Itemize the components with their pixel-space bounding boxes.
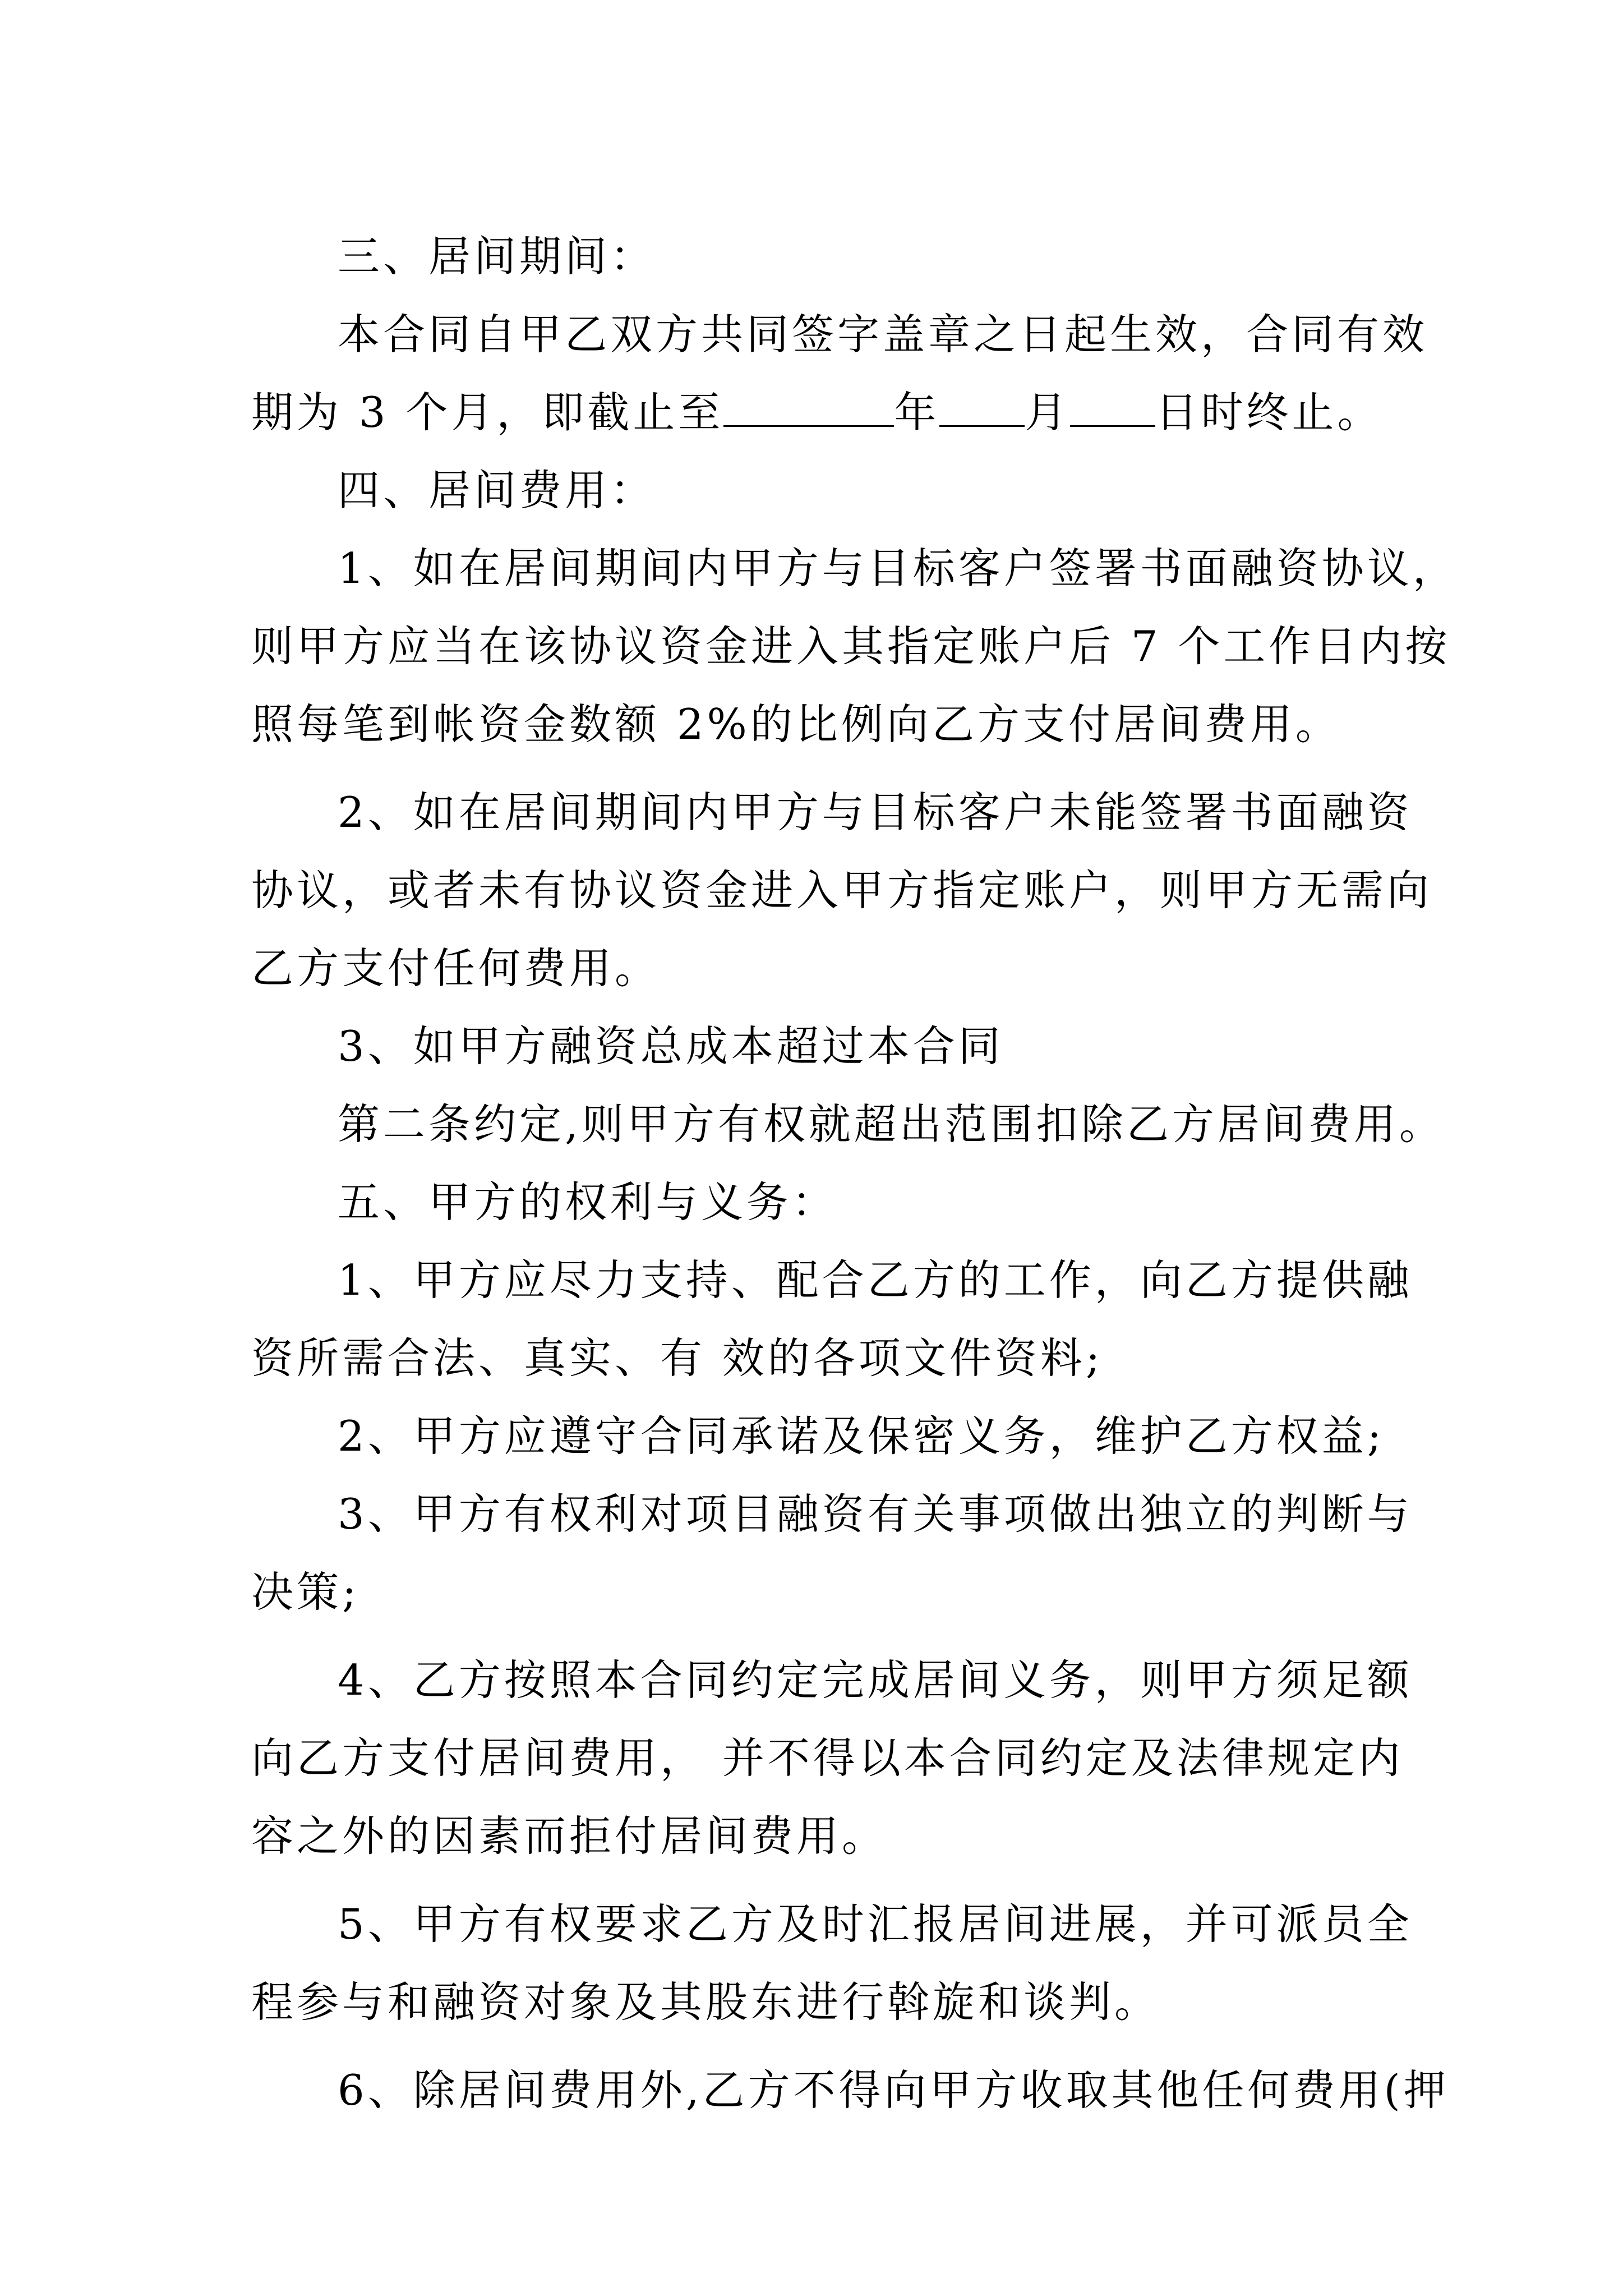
contract-body (251, 218, 1458, 2129)
section-3-paragraph-line-2 (251, 374, 1384, 452)
year-blank (723, 385, 894, 427)
section-3-paragraph-line-1: 本合同自甲乙双方共同签字盖章之日起生效，合同有效 (338, 310, 1428, 359)
section-4-item-2-line-2: 协议，或者未有协议资金进入甲方指定账户，则甲方无需向 (251, 866, 1433, 915)
year-label: 年 (894, 388, 940, 437)
section-5-heading: 五、甲方的权利与义务： (338, 1177, 838, 1227)
section-5-item-4-line-2: 向乙方支付居间费用， 并不得以本合同约定及法律规定内 (251, 1733, 1404, 1783)
section-5-item-3-line-2: 决策; (251, 1567, 360, 1617)
section-5-item-6-line-1: 6、除居间费用外,乙方不得向甲方收取其他任何费用(押 (338, 2065, 1449, 2115)
section-4-item-1-line-2: 则甲方应当在该协议资金进入其指定账户后 7 个工作日内按 (251, 622, 1451, 671)
day-label: 日时终止。 (1155, 388, 1383, 437)
section-4-heading: 四、居间费用： (338, 466, 656, 515)
section-4-item-3-line-2: 第二条约定,则甲方有权就超出范围扣除乙方居间费用。 (338, 1099, 1445, 1149)
section-4-item-2-line-1: 2、如在居间期间内甲方与目标客户未能签署书面融资 (338, 788, 1413, 837)
section-5-item-4-line-3: 容之外的因素而拒付居间费用。 (251, 1811, 888, 1861)
section-5-item-1-line-1: 1、甲方应尽力支持、配合乙方的工作，向乙方提供融 (338, 1255, 1413, 1305)
section-5-item-5-line-2: 程参与和融资对象及其股东进行斡旋和谈判。 (251, 1977, 1160, 2027)
section-4-item-2-line-3: 乙方支付任何费用。 (251, 944, 661, 993)
section-5-item-3-line-1: 3、甲方有权利对项目融资有关事项做出独立的判断与 (338, 1489, 1413, 1539)
section-5-item-4-line-1: 4、乙方按照本合同约定完成居间义务，则甲方须足额 (338, 1655, 1413, 1705)
section-4-item-1-line-1: 1、如在居间期间内甲方与目标客户签署书面融资协议， (338, 544, 1458, 593)
day-blank (1070, 385, 1155, 427)
month-blank (939, 385, 1025, 427)
section-5-item-5-line-1: 5、甲方有权要求乙方及时汇报居间进展，并可派员全 (338, 1899, 1413, 1949)
section-4-item-3-line-1: 3、如甲方融资总成本超过本合同 (338, 1022, 1004, 1071)
section-4-item-1-line-3: 照每笔到帐资金数额 2%的比例向乙方支付居间费用。 (251, 700, 1341, 749)
section-5-item-2-line-1: 2、甲方应遵守合同承诺及保密义务，维护乙方权益; (338, 1411, 1385, 1461)
term-text: 期为 3 个月，即截止至 (251, 388, 724, 437)
month-label: 月 (1025, 388, 1071, 437)
section-3-heading: 三、居间期间： (338, 232, 656, 281)
section-5-item-1-line-2: 资所需合法、真实、有 效的各项文件资料; (251, 1333, 1104, 1383)
